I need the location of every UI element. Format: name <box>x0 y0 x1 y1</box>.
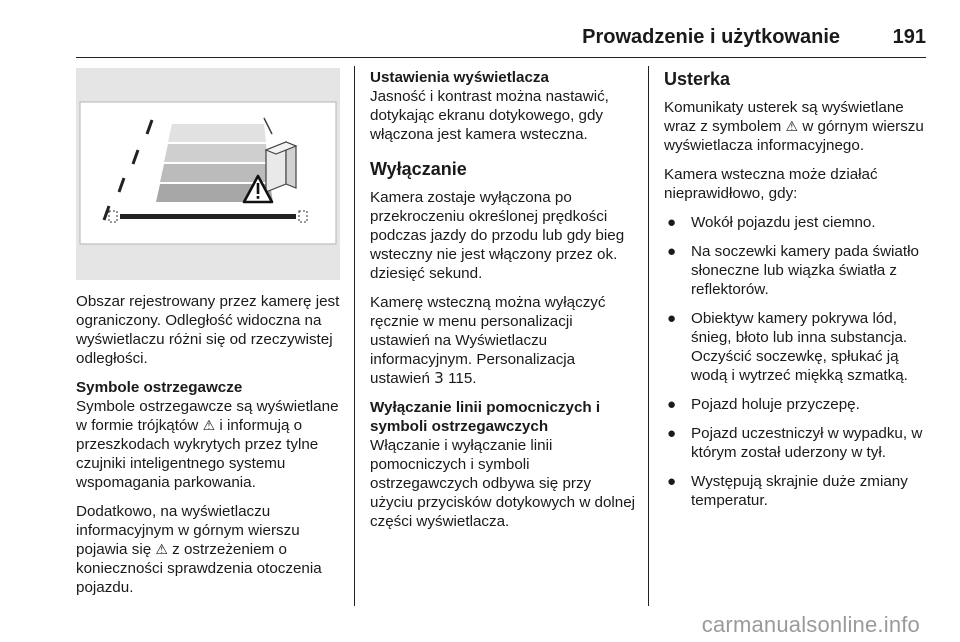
column-divider-1 <box>354 66 355 606</box>
header-divider <box>76 57 926 58</box>
page-reference-link[interactable]: 115. <box>443 370 477 387</box>
bullet-icon: ● <box>667 214 677 231</box>
bullet-icon: ● <box>667 425 677 442</box>
bullet-icon: ● <box>667 396 677 413</box>
paragraph-display-settings: Jasność i kontrast można nastawić, dotykając ekranu dotykowego, gdy włączona jest kamera wsteczna. <box>370 88 609 143</box>
paragraph-fault-intro: Kamera wsteczna może działać nieprawidłowo, gdy: <box>664 166 878 202</box>
fault-conditions-list <box>664 213 926 510</box>
warning-triangle-icon: ⚠ <box>785 118 799 134</box>
page-header-title: Prowadzenie i użytkowanie <box>582 26 840 48</box>
warning-triangle-icon: ⚠ <box>202 417 216 433</box>
paragraph-warning-symbols: Symbole ostrzegawcze są wyświetlane w formie trójkątów ⚠ i informują o przeszkodach wykrytych przez tylne czujniki inteligentnego systemu wspomagania parkowania. <box>76 398 339 491</box>
list-item: ● Pojazd holuje przyczepę. <box>667 396 860 413</box>
bumper-guide-line <box>120 214 296 219</box>
column-3 <box>664 68 926 520</box>
rear-camera-illustration <box>76 68 340 280</box>
cross-reference-arrow-icon: 3 <box>434 369 444 387</box>
column-divider-2 <box>648 66 649 606</box>
paragraph-fault: Komunikaty usterek są wyświetlane wraz z symbolem ⚠ w górnym wierszu wyświetlacza informacyjnego. <box>664 99 924 154</box>
paragraph-info-display-warning: Dodatkowo, na wyświetlaczu informacyjnym w górnym wierszu pojawia się ⚠ z ostrzeżeniem o konieczności sprawdzenia otoczenia pojazdu. <box>76 503 322 596</box>
paragraph-guidelines-off: Włączanie i wyłączanie linii pomocniczych i symboli ostrzegawczych odbywa się przy użyciu przycisków dotykowych w dolnej części wyświetlacza. <box>370 437 636 530</box>
heading-fault: Usterka <box>664 69 731 89</box>
rear-camera-display-diagram <box>76 68 340 280</box>
paragraph-switch-off-1: Kamera zostaje wyłączona po przekroczeniu określonej prędkości podczas jazdy do przodu lub gdy bieg wsteczny nie jest włączony przez ok. dziesięć sekund. <box>370 189 625 282</box>
list-item: ● Obiektyw kamery pokrywa lód, śnieg, błoto lub inna substancja. Oczyścić soczewkę, spłukać ją wodą i wytrzeć miękką szmatką. <box>667 310 908 384</box>
distance-zone-near <box>160 164 270 182</box>
bullet-icon: ● <box>667 310 677 327</box>
bullet-icon: ● <box>667 473 677 490</box>
bullet-icon: ● <box>667 243 677 260</box>
page-number: 191 <box>892 26 926 48</box>
list-item: ● Pojazd uczestniczył w wypadku, w którym został uderzony w tył. <box>667 425 923 461</box>
list-item: ● Występują skrajnie duże zmiany temperatur. <box>667 473 908 509</box>
heading-guidelines-off: Wyłączanie linii pomocniczych i symboli ostrzegawczych <box>370 399 601 435</box>
list-item: ● Wokół pojazdu jest ciemno. <box>667 214 876 231</box>
distance-zone-mid <box>164 144 268 162</box>
heading-switch-off: Wyłączanie <box>370 159 467 179</box>
heading-display-settings: Ustawienia wyświetlacza <box>370 69 549 86</box>
paragraph-switch-off-2: Kamerę wsteczną można wyłączyć ręcznie w menu personalizacji ustawień na Wyświetlaczu informacyjnym. Personalizacja ustawień 3 115. <box>370 294 606 387</box>
heading-warning-symbols: Symbole ostrzegawcze <box>76 379 243 396</box>
column-2 <box>370 68 636 541</box>
list-item: ● Na soczewki kamery pada światło słoneczne lub wiązka światła z reflektorów. <box>667 243 919 298</box>
watermark: carmanualsonline.info <box>701 612 920 637</box>
warning-triangle-icon: ⚠ <box>155 541 168 557</box>
figure-caption: Obszar rejestrowany przez kamerę jest ograniczony. Odległość widoczna na wyświetlaczu różni się od rzeczywistej odległości. <box>76 293 340 367</box>
column-1 <box>76 68 340 607</box>
distance-zone-far <box>168 124 266 142</box>
